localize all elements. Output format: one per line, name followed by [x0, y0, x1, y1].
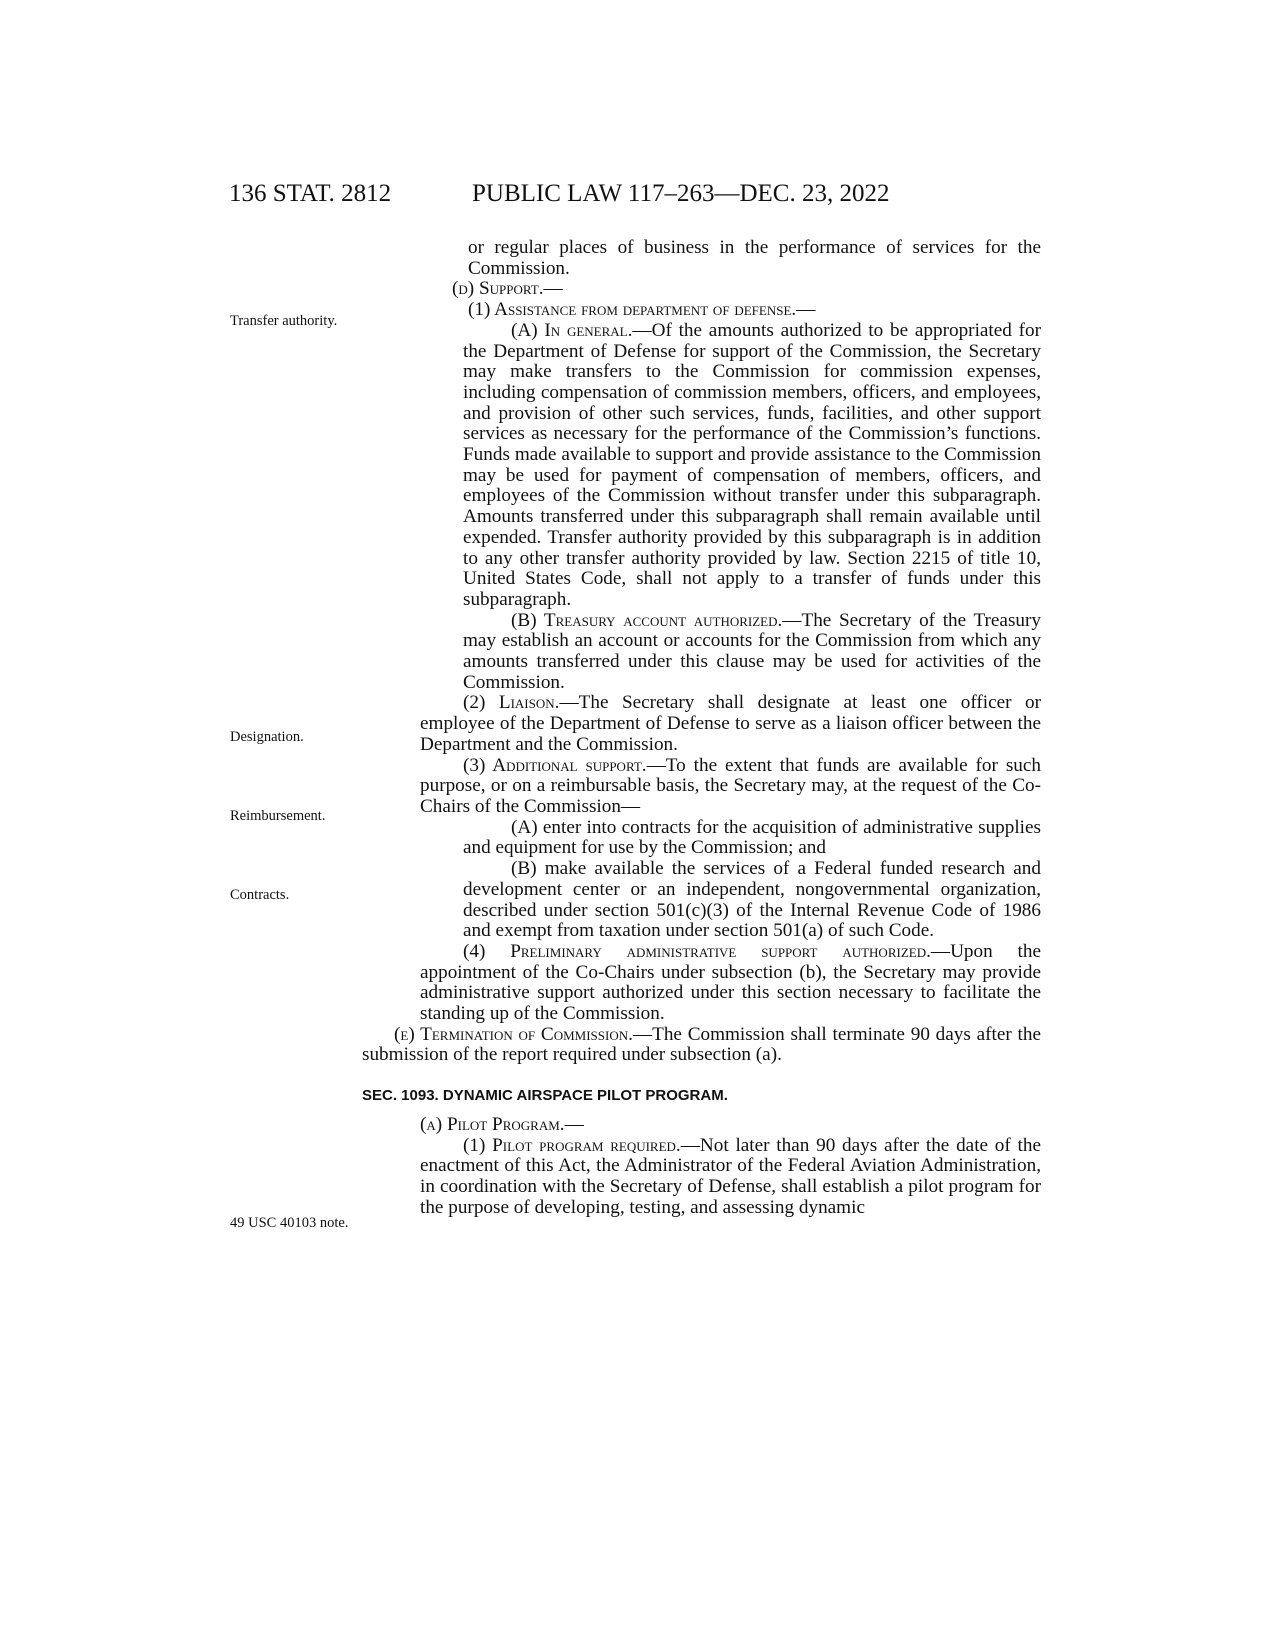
- paragraph-d2-text: —The Secretary shall designate at least one officer or employee of the Department of Defense to serve as a liaison officer between the Department and the Commission.: [420, 692, 1041, 755]
- paragraph-d4: [420, 942, 1041, 1025]
- paragraph-d3-heading: (3) Additional support.: [463, 754, 647, 776]
- paragraph-d4-text: —Upon the appointment of the Co-Chairs under subsection (b), the Secretary may provide administrative support authorized under this section necessary to facilitate the standing up of the Commission.: [420, 940, 1041, 1025]
- subparagraph-d1b-heading: (B) Treasury account authorized.: [511, 609, 783, 631]
- carryover-paragraph: or regular places of business in the performance of services for the Commission.: [468, 237, 1041, 279]
- section-spacer: [420, 1066, 1041, 1086]
- subparagraph-d1a: [420, 321, 1041, 611]
- paragraph-d1-heading: [420, 300, 1041, 321]
- paragraph-a1: [420, 1136, 1041, 1219]
- paragraph-d2-heading: (2) Liaison.: [463, 692, 560, 714]
- paragraph-d4-heading: (4) Preliminary administrative support authorized.: [463, 940, 931, 962]
- paragraph-a1-heading: (1) Pilot program required.: [463, 1134, 681, 1156]
- page-reference: 136 STAT. 2812: [229, 180, 392, 207]
- subsection-a-heading: [420, 1115, 1041, 1136]
- paragraph-d2: [420, 693, 1041, 755]
- paragraph-d1-heading-text: (1) Assistance from department of defense.—: [468, 299, 816, 321]
- paragraph-a1-text: —Not later than 90 days after the date of the enactment of this Act, the Administrator of the Federal Aviation Administration, in coordination with the Secretary of Defense, shall establish a pilot program for the purpose of developing, testing, and assessing dynamic: [420, 1134, 1041, 1218]
- margin-note-contracts: Contracts.: [230, 887, 290, 903]
- clause-d3b: (B) make available the services of a Federal funded research and development center or an independent, nongovernmental organization, described under section 501(c)(3) of the Internal Revenue Code of 1986 and exempt from taxation under section 501(a) of such Code.: [463, 858, 1041, 942]
- subparagraph-d1b: [420, 611, 1041, 694]
- subsection-a-heading-text: (a) Pilot Program.—: [420, 1113, 584, 1135]
- margin-note-designation: Designation.: [230, 729, 304, 745]
- subsection-d-heading: [420, 279, 1041, 300]
- subparagraph-d1b-text: —The Secretary of the Treasury may establish an account or accounts for the Commission from which any amounts transferred under this clause may be used for activities of the Commission.: [463, 609, 1041, 693]
- subsection-e-text: —The Commission shall terminate 90 days after the submission of the report required under subsection (a).: [362, 1023, 1041, 1066]
- clause-d3a: (A) enter into contracts for the acquisition of administrative supplies and equipment for use by the Commission; and: [463, 816, 1041, 859]
- subparagraph-d1a-text: —Of the amounts authorized to be appropriated for the Department of Defense for support of the Commission, the Secretary may make transfers to the Commission for commission expenses, including compensation of commission members, officers, and employees, and provision of other such services, funds, facilities, and other support services as necessary for the performance of the Commission’s functions. Funds made available to support and provide assistance to the Commission may be used for payment of compensation of members, officers, and employees of the Commission without transfer under this subparagraph. Amounts transferred under this subparagraph shall remain available until expended. Transfer authority provided by this subparagraph is in addition to any other transfer authority provided by law. Section 2215 of title 10, United States Code, shall not apply to a transfer of funds under this subparagraph.: [463, 319, 1041, 610]
- page-title: PUBLIC LAW 117–263—DEC. 23, 2022: [472, 180, 890, 207]
- paragraph-d3: [420, 756, 1041, 818]
- margin-note-reimbursement: Reimbursement.: [230, 808, 326, 824]
- margin-note-transfer-authority: Transfer authority.: [230, 313, 338, 329]
- margin-note-usc-citation: 49 USC 40103 note.: [230, 1215, 349, 1231]
- subsection-e-heading: (e) Termination of Commission.: [394, 1023, 633, 1045]
- main-text-column: [362, 237, 1041, 1218]
- section-heading: SEC. 1093. DYNAMIC AIRSPACE PILOT PROGRAM.: [362, 1087, 728, 1105]
- subsection-d-heading-text: (d) Support.—: [452, 278, 563, 300]
- subparagraph-d1a-heading: (A) In general.: [511, 319, 633, 341]
- subsection-e: [362, 1025, 1041, 1066]
- paragraph-d3-text: —To the extent that funds are available for such purpose, or on a reimbursable basis, the Secretary may, at the request of the Co-Chairs of the Commission—: [420, 754, 1041, 817]
